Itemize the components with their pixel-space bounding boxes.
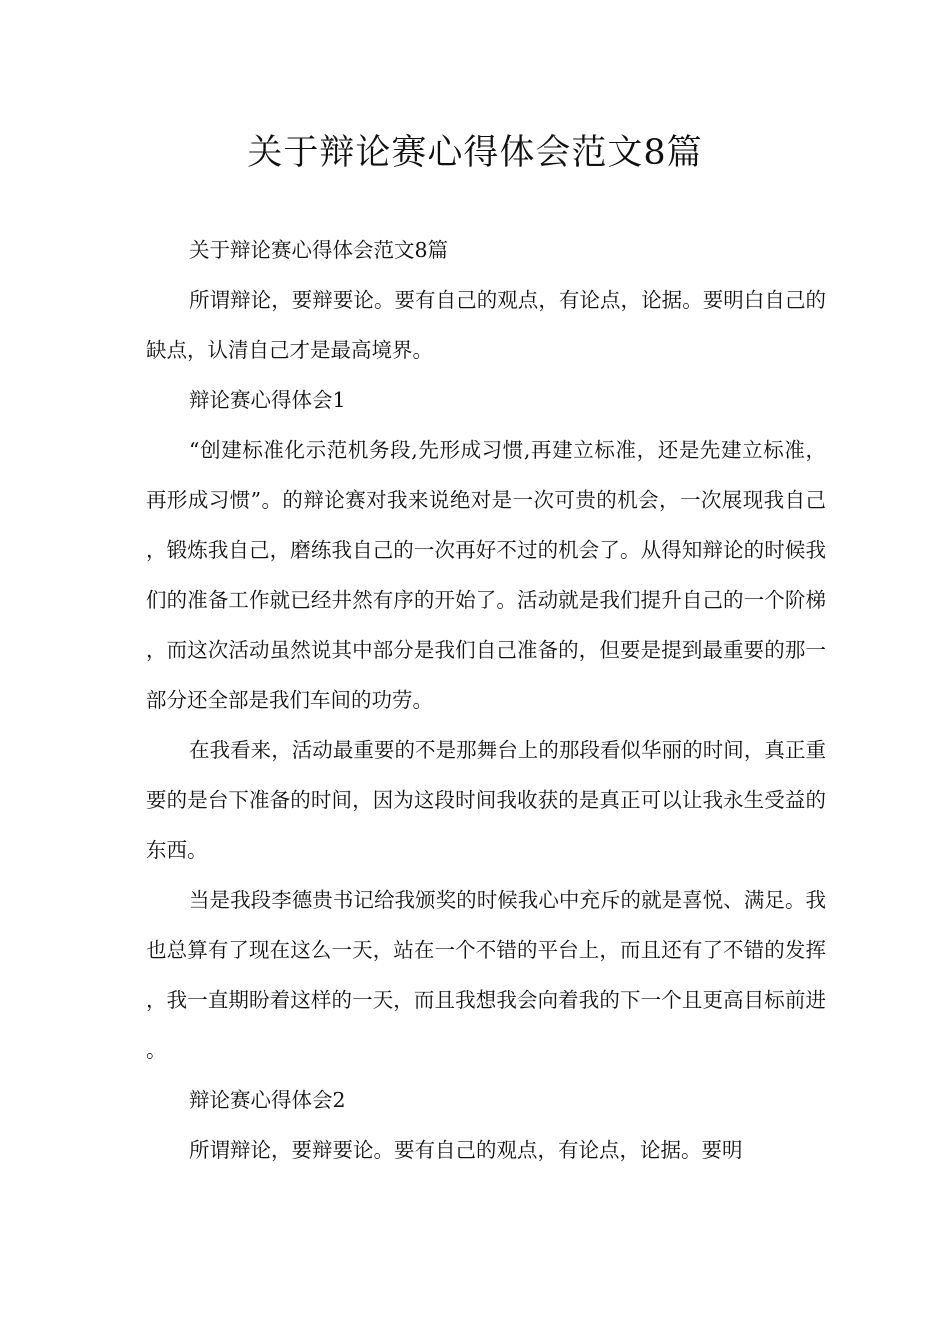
body-paragraph: “创建标准化示范机务段,先形成习惯,再建立标准，还是先建立标准，再形成习惯”。的辩论赛对我来说绝对是一次可贵的机会，一次展现我自己，锻炼我自己，磨练我自己的一次再好不过的机会了。从得知辩论的时候我们的准备工作就已经井然有序的开始了。活动就是我们提升自己的一个阶梯，而这次活动虽然说其中部分是我们自己准备的，但要是提到最重要的那一部分还全部是我们车间的功劳。 <box>146 438 826 712</box>
subtitle-paragraph: 关于辩论赛心得体会范文8篇 <box>189 238 449 262</box>
document-body <box>146 225 826 1175</box>
intro-paragraph: 所谓辩论，要辩要论。要有自己的观点，有论点，论据。要明白自己的缺点，认清自己才是最高境界。 <box>146 288 826 362</box>
body-paragraph: 所谓辩论，要辩要论。要有自己的观点，有论点，论据。要明 <box>189 1138 743 1162</box>
section-heading-1: 辩论赛心得体会1 <box>189 388 346 412</box>
document-title: 关于辩论赛心得体会范文8篇 <box>247 133 703 173</box>
section-heading-2: 辩论赛心得体会2 <box>189 1088 346 1112</box>
body-paragraph: 当是我段李德贵书记给我颁奖的时候我心中充斥的就是喜悦、满足。我也总算有了现在这么一天，站在一个不错的平台上，而且还有了不错的发挥，我一直期盼着这样的一天，而且我想我会向着我的下一个且更高目标前进。 <box>146 888 826 1062</box>
body-paragraph: 在我看来，活动最重要的不是那舞台上的那段看似华丽的时间，真正重要的是台下准备的时间，因为这段时间我收获的是真正可以让我永生受益的东西。 <box>146 738 826 862</box>
